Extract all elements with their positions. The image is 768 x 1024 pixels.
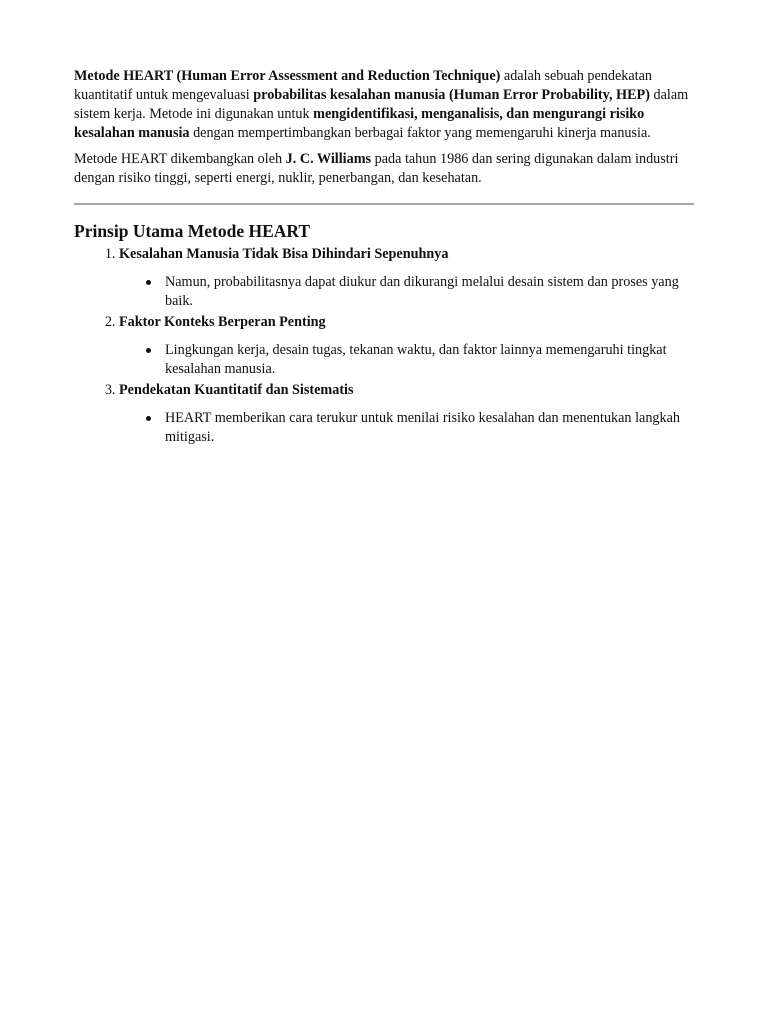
bullet-icon xyxy=(146,348,151,353)
principle-detail-list xyxy=(119,409,694,447)
principle-detail-list xyxy=(119,273,694,311)
section-divider xyxy=(74,203,694,205)
principle-detail xyxy=(165,341,694,379)
heart-full-name: Metode HEART (Human Error Assessment and Reduction Technique) xyxy=(74,68,501,84)
section-title: Prinsip Utama Metode HEART xyxy=(74,221,311,241)
principle-detail xyxy=(165,273,694,311)
history-text-1: Metode HEART dikembangkan oleh xyxy=(74,151,286,167)
principle-detail-list xyxy=(119,341,694,379)
principle-title: Kesalahan Manusia Tidak Bisa Dihindari Sepenuhnya xyxy=(119,246,449,262)
principle-detail xyxy=(165,409,694,447)
intro-text-2: dalam sistem kerja. Metode ini digunakan untuk xyxy=(74,87,689,122)
principle-item xyxy=(119,313,694,379)
principle-title: Pendekatan Kuantitatif dan Sistematis xyxy=(119,382,354,398)
intro-text-1: adalah sebuah pendekatan kuantitatif untuk mengevaluasi xyxy=(74,68,653,103)
hep-term: probabilitas kesalahan manusia (Human Error Probability, HEP) xyxy=(253,87,650,103)
principle-item xyxy=(119,245,694,311)
principle-item xyxy=(119,381,694,447)
author-name: J. C. Williams xyxy=(285,151,372,167)
principle-detail-text: Namun, probabilitasnya dapat diukur dan dikurangi melalui desain sistem dan proses yang baik. xyxy=(165,274,679,309)
principle-detail-text: HEART memberikan cara terukur untuk menilai risiko kesalahan dan menentukan langkah mitigasi. xyxy=(165,410,680,445)
principle-detail-text: Lingkungan kerja, desain tugas, tekanan waktu, dan faktor lainnya memengaruhi tingkat kesalahan manusia. xyxy=(165,342,667,377)
purpose-term: mengidentifikasi, menganalisis, dan mengurangi risiko kesalahan manusia xyxy=(74,106,645,141)
principles-list xyxy=(74,245,694,447)
intro-text-3: dengan mempertimbangkan berbagai faktor yang memengaruhi kinerja manusia. xyxy=(189,125,651,141)
history-text-2: pada tahun 1986 dan sering digunakan dalam industri dengan risiko tinggi, seperti energi, nuklir, penerbangan, dan kesehatan. xyxy=(74,151,679,186)
intro-paragraph-1 xyxy=(74,67,694,143)
bullet-icon xyxy=(146,416,151,421)
bullet-icon xyxy=(146,280,151,285)
intro-paragraph-2 xyxy=(74,150,694,188)
principle-title: Faktor Konteks Berperan Penting xyxy=(119,314,326,330)
